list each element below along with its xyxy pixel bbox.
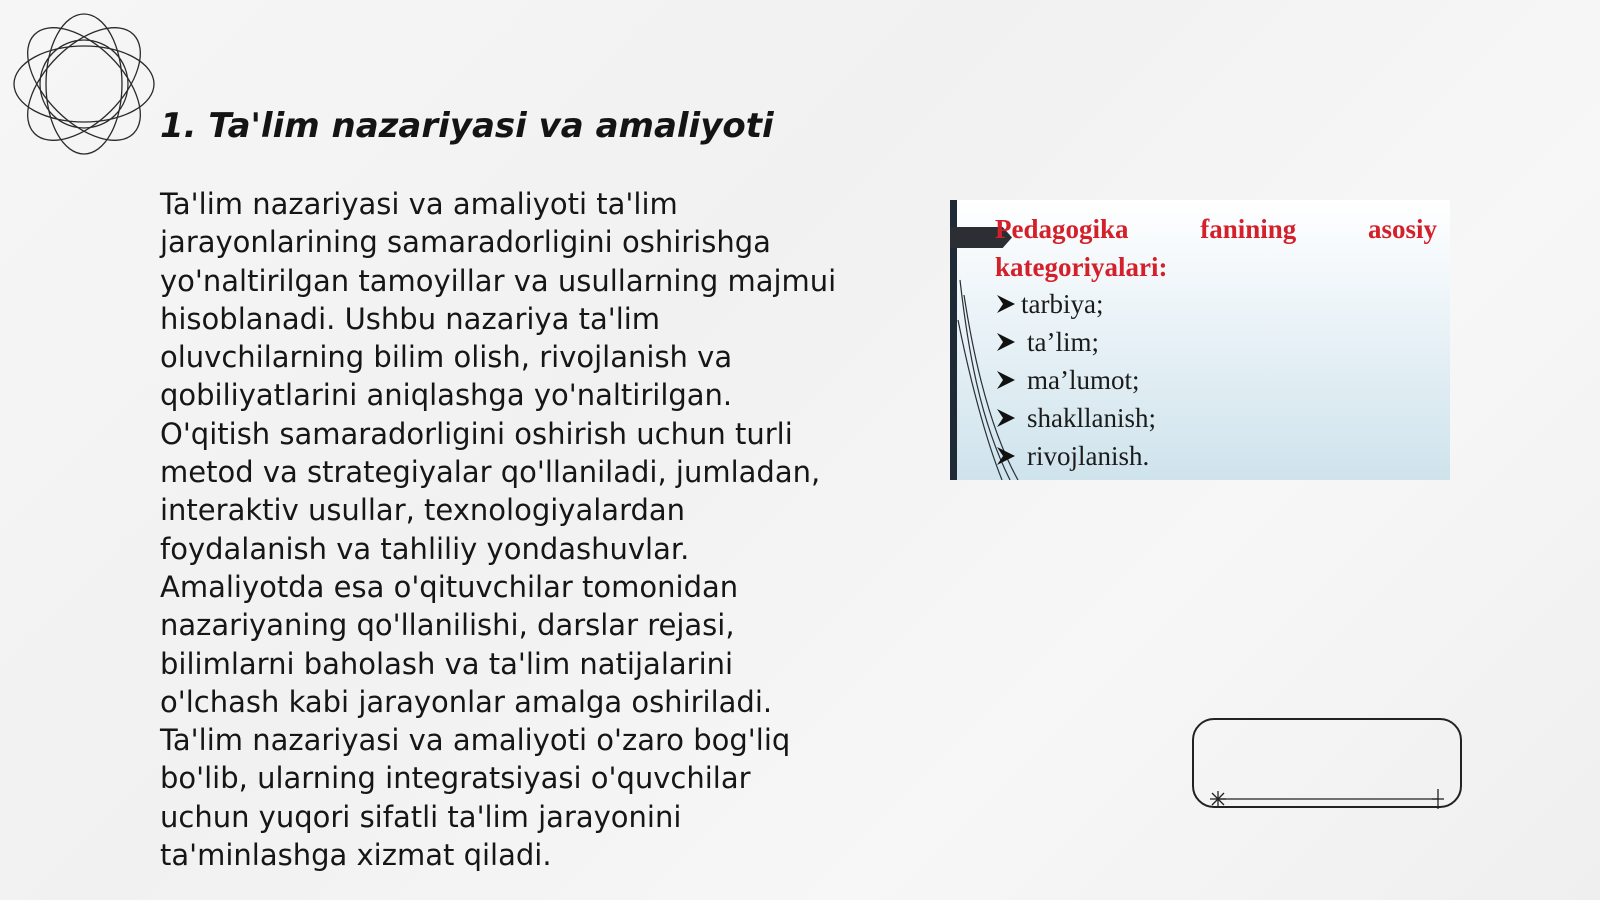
arrow-bullet-icon: [995, 407, 1017, 429]
decorative-line: [1210, 787, 1446, 811]
circular-ornament-icon: [10, 10, 158, 158]
arrow-bullet-icon: [995, 331, 1017, 353]
list-item-label: ma’lumot;: [1027, 365, 1140, 395]
list-item-label: tarbiya;: [1021, 289, 1104, 319]
list-item: [995, 399, 1156, 437]
pedagogy-categories-card: [950, 200, 1450, 480]
list-item: [995, 285, 1156, 323]
star-burst-icon: [1210, 791, 1226, 807]
slide-body-text: Ta'lim nazariyasi va amaliyoti ta'lim jarayonlarining samaradorligini oshirishga yo'naltirilgan tamoyillar va usullarning majmui hisoblanadi. Ushbu nazariya ta'lim oluvchilarning bilim olish, rivojlanish va qobiliyatlarini aniqlashga yo'naltirilgan. O'qitish samaradorligini oshirish uchun turli metod va strategiyalar qo'llaniladi, jumladan, interaktiv usullar, texnologiyalardan foydalanish va tahliliy yondashuvlar. Amaliyotda esa o'qituvchilar tomonidan nazariyaning qo'llanilishi, darslar rejasi, bilimlarni baholash va ta'lim natijalarini o'lchash kabi jarayonlar amalga oshiriladi. Ta'lim nazariyasi va amaliyoti o'zaro bog'liq bo'lib, ularning integratsiyasi o'quvchilar uchun yuqori sifatli ta'lim jarayonini ta'minlashga xizmat qiladi.: [160, 187, 837, 873]
arrow-bullet-icon: [995, 369, 1017, 391]
list-item-label: rivojlanish.: [1027, 441, 1150, 471]
card-heading: Pedagogika fanining asosiy kategoriyalari:: [995, 214, 1437, 282]
categories-list: [995, 285, 1156, 475]
sparkle-icon: [1432, 789, 1444, 809]
list-item-label: shakllanish;: [1027, 403, 1156, 433]
list-item: [995, 437, 1156, 475]
arrow-bullet-icon: [995, 293, 1017, 315]
list-item: [995, 323, 1156, 361]
list-item-label: ta’lim;: [1027, 327, 1099, 357]
slide-title: 1. Ta'lim nazariyasi va amaliyoti: [160, 106, 774, 146]
list-item: [995, 361, 1156, 399]
arrow-bullet-icon: [995, 445, 1017, 467]
